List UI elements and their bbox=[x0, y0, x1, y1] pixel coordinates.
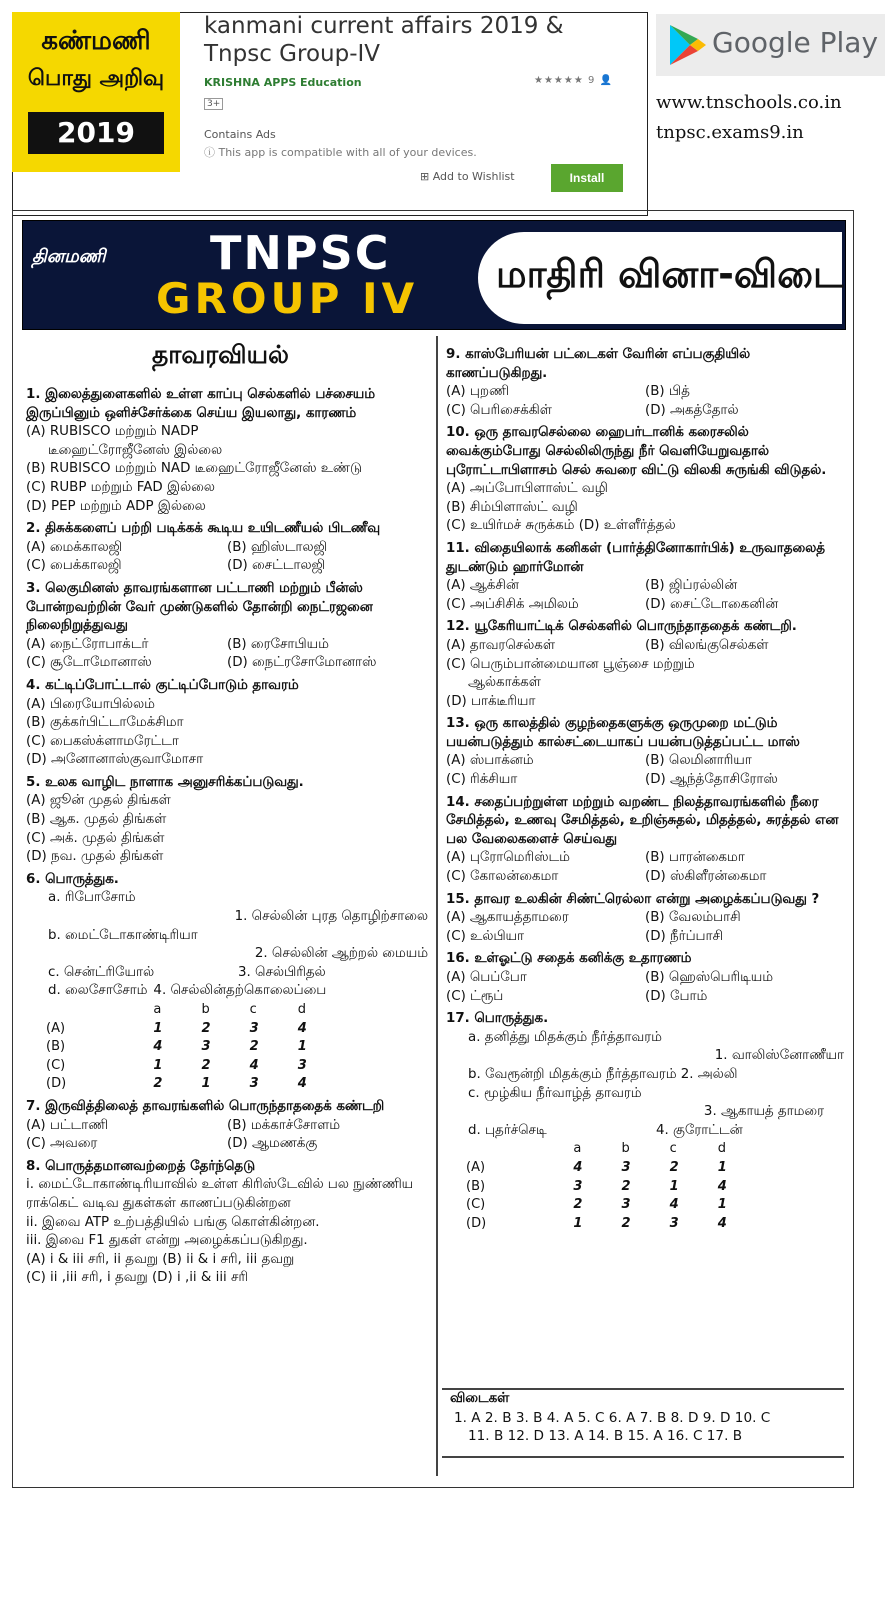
match-table bbox=[46, 1001, 346, 1094]
table-cell: 1 bbox=[669, 1178, 679, 1194]
table-cell: 4 bbox=[297, 1020, 307, 1036]
option: (D) போம் bbox=[645, 988, 708, 1004]
option: (D) ஸ்கிளீரன்கைமா bbox=[645, 869, 767, 885]
table-cell: 3 bbox=[621, 1197, 631, 1213]
question-4 bbox=[26, 677, 428, 770]
table-header-row bbox=[466, 1140, 766, 1159]
question-text: 14. சதைப்பற்றுள்ள மற்றும் வறண்ட நிலத்தாவரங்களில் நீரை சேமித்தல், உணவு சேமித்தல், உறிஞ்சுதல், மிதத்தல், சுரத்தல் என பல வேலைகளைச் செய்வது bbox=[446, 794, 839, 847]
category-link[interactable]: Education bbox=[300, 76, 362, 89]
option: (C) ii ,iii சரி, i தவறு (D) i ,ii & iii சரி bbox=[26, 1270, 249, 1286]
option: (B) ஜிப்ரல்லின் bbox=[645, 578, 738, 594]
question-5 bbox=[26, 774, 428, 867]
right-column bbox=[446, 346, 844, 1237]
option: (D) அனோனாஸ்குவாமோசா bbox=[26, 752, 204, 768]
compatibility-text: ⓘ This app is compatible with all of your devices. bbox=[204, 146, 477, 159]
developer-link[interactable]: KRISHNA APPS bbox=[204, 76, 297, 89]
rating-stars: ★★★★★ 9 👤 bbox=[534, 75, 613, 86]
table-cell: (C) bbox=[466, 1197, 486, 1213]
question-text: 17. பொருத்துக. bbox=[446, 1011, 549, 1027]
statement: i. மைட்டோகாண்டிரியாவில் உள்ள கிரிஸ்டேவில் பல நுண்ணிய ராக்கெட் வடிவ துகள்கள் காணப்படுகின்றன bbox=[26, 1177, 414, 1211]
option: (C) உயிர்மச் சுருக்கம் (D) உள்ளீர்த்தல் bbox=[446, 518, 676, 534]
table-row bbox=[46, 1057, 346, 1076]
option: (B) லெமினாரியா bbox=[645, 753, 752, 769]
question-11 bbox=[446, 540, 844, 614]
option: (A) RUBISCO மற்றும் NADP bbox=[26, 424, 199, 440]
question-15 bbox=[446, 891, 844, 947]
table-row bbox=[46, 1038, 346, 1057]
match-right: 4. செல்லின்தற்கொலைப்பை bbox=[153, 983, 327, 999]
table-row bbox=[466, 1178, 766, 1197]
table-cell: 3 bbox=[201, 1039, 211, 1055]
logo-line1: கண்மணி bbox=[41, 26, 151, 56]
question-text: 9. காஸ்பேரியன் பட்டைகள் வேரின் எப்பகுதியில் காணப்படுகிறது. bbox=[446, 347, 751, 381]
option: (D) நீர்ப்பாசி bbox=[645, 928, 724, 944]
table-cell: 2 bbox=[621, 1215, 631, 1231]
option: (B) ஹெஸ்பெரிடியம் bbox=[645, 970, 774, 985]
table-header-cell: b bbox=[201, 1002, 210, 1017]
table-cell: 4 bbox=[249, 1057, 259, 1073]
match-right: 1. செல்லின் புரத தொழிற்சாலை bbox=[234, 909, 428, 925]
table-cell: 1 bbox=[717, 1197, 727, 1213]
option: (A) ஜூன் முதல் திங்கள் bbox=[26, 793, 171, 809]
question-6 bbox=[26, 871, 428, 1094]
match-right: 3. செல்பிரிதல் bbox=[238, 964, 326, 980]
answers-block bbox=[450, 1390, 846, 1446]
option: (A) பெப்போ bbox=[446, 970, 527, 985]
option: (C) பைகஸ்க்ளாமரேட்டா bbox=[26, 733, 179, 749]
option: ஆல்காக்கள் bbox=[468, 675, 541, 691]
statement: ii. இவை ATP உற்பத்தியில் பங்கு கொள்கின்றன. bbox=[26, 1214, 320, 1230]
question-14 bbox=[446, 794, 844, 887]
option: (A) ஆக்சின் bbox=[446, 578, 519, 594]
logo-line2: பொது அறிவு bbox=[27, 66, 165, 91]
table-cell: 1 bbox=[153, 1057, 163, 1073]
age-rating-badge: 3+ bbox=[204, 98, 223, 110]
answers-heading: விடைகள் bbox=[450, 1391, 510, 1406]
table-header-cell: d bbox=[717, 1141, 727, 1157]
table-cell: 4 bbox=[573, 1159, 583, 1175]
table-header-cell: a bbox=[573, 1141, 582, 1157]
table-header-row bbox=[46, 1001, 346, 1020]
table-cell: 2 bbox=[573, 1197, 583, 1213]
option: (A) பிரையோபில்லம் bbox=[26, 696, 155, 712]
question-text: 13. ஒரு காலத்தில் குழந்தைகளுக்கு ஒருமுறை மட்டும் பயன்படுத்தும் கால்சட்டையாகப் பயன்படுத்தப்பட்ட மாஸ் bbox=[446, 716, 800, 750]
option: (D) நைட்ரசோமோனாஸ் bbox=[227, 655, 377, 671]
match-left: b. மைட்டோகாண்டிரியா bbox=[48, 927, 198, 943]
question-3 bbox=[26, 580, 428, 673]
table-cell: (A) bbox=[466, 1159, 486, 1175]
option: (C) அவரை bbox=[26, 1136, 98, 1152]
option: (A) அப்போபிளாஸ்ட் வழி bbox=[446, 481, 608, 497]
question-12 bbox=[446, 618, 844, 711]
match-right: 4. குரோட்டன் bbox=[656, 1122, 743, 1138]
option: (C) உல்பியா bbox=[446, 928, 525, 944]
table-cell: 4 bbox=[669, 1197, 679, 1213]
question-13 bbox=[446, 715, 844, 789]
table-cell: 2 bbox=[201, 1057, 211, 1073]
table-cell: (D) bbox=[466, 1215, 487, 1231]
question-text: 16. உள்ஓட்டு சதைக் கனிக்கு உதாரணம் bbox=[446, 951, 692, 967]
table-header-cell: b bbox=[621, 1141, 630, 1157]
option: (C) ட்ரூப் bbox=[446, 988, 504, 1004]
table-header-cell: d bbox=[297, 1002, 307, 1017]
statement: iii. இவை F1 துகள் என்று அழைக்கப்படுகிறது. bbox=[26, 1233, 308, 1249]
column-divider bbox=[436, 336, 438, 1476]
match-left: b. வேரூன்றி மிதக்கும் நீர்த்தாவரம் 2. அல்லி bbox=[468, 1066, 738, 1082]
option: (D) அகத்தோல் bbox=[645, 402, 739, 418]
table-cell: 2 bbox=[669, 1159, 679, 1175]
option: (A) நைட்ரோபாக்டர் bbox=[26, 636, 149, 652]
table-cell: (A) bbox=[46, 1020, 66, 1036]
table-cell: 3 bbox=[669, 1215, 679, 1231]
match-left: d. லைசோசோம் bbox=[48, 983, 148, 999]
table-row bbox=[46, 1020, 346, 1039]
question-10 bbox=[446, 424, 844, 536]
option: (A) பட்டாணி bbox=[26, 1117, 109, 1133]
match-left: a. ரிபோசோம் bbox=[48, 890, 136, 906]
website-1: www.tnschools.co.in bbox=[656, 92, 842, 113]
table-cell: 1 bbox=[297, 1039, 307, 1055]
match-right: 2. செல்லின் ஆற்றல் மையம் bbox=[254, 946, 428, 962]
option: (A) ஆகாயத்தாமரை bbox=[446, 910, 569, 926]
option: (B) RUBISCO மற்றும் NAD டீஹைட்ரோஜீனேஸ் உண்டு bbox=[26, 461, 362, 477]
option: (B) ஹிஸ்டாலஜி bbox=[227, 539, 328, 555]
answers-line-2: 11. B 12. D 13. A 14. B 15. A 16. C 17. B bbox=[468, 1428, 743, 1445]
question-text: 10. ஒரு தாவரசெல்லை ஹைபர்டானிக் கரைசலில் வைக்கும்போது செல்லிலிருந்து நீர் வெளியேறுவதால் புரோட்டாபிளாசம் செல் சுவரை விட்டு விலகி சுருங்கி விடுதல். bbox=[446, 425, 827, 478]
match-left: c. மூழ்கிய நீர்வாழ்த் தாவரம் bbox=[468, 1085, 642, 1101]
option: (B) ஆக. முதல் திங்கள் bbox=[26, 812, 167, 828]
question-text: 7. இருவித்திலைத் தாவரங்களில் பொருந்தாததைக் கண்டறி bbox=[26, 1098, 385, 1114]
table-cell: 3 bbox=[573, 1178, 583, 1194]
option: (A) ஸ்பாக்னம் bbox=[446, 753, 534, 769]
table-cell: 1 bbox=[717, 1159, 727, 1175]
option: (D) ஆந்த்தோசிரோஸ் bbox=[645, 772, 778, 788]
table-cell: 4 bbox=[717, 1215, 727, 1231]
question-text: 15. தாவர உலகின் சிண்ட்ரெல்லா என்று அழைக்கப்படுவது ? bbox=[446, 891, 820, 907]
table-header-cell: a bbox=[153, 1002, 162, 1017]
table-cell: 1 bbox=[153, 1020, 163, 1036]
app-logo bbox=[12, 12, 180, 172]
option: (C) பைக்காலஜி bbox=[26, 558, 122, 574]
question-1 bbox=[26, 386, 428, 516]
website-2: tnpsc.exams9.in bbox=[656, 122, 804, 143]
option: (A) புறணி bbox=[446, 384, 509, 400]
option: (A) தாவரசெல்கள் bbox=[446, 637, 555, 653]
option: (A) புரோமெரிஸ்டம் bbox=[446, 850, 570, 866]
option: (A) மைக்காலஜி bbox=[26, 539, 123, 555]
question-text: 5. உலக வாழிட நாளாக அனுசரிக்கப்படுவது. bbox=[26, 774, 304, 790]
table-row bbox=[46, 1075, 346, 1094]
table-row bbox=[466, 1196, 766, 1215]
match-left: c. சென்ட்ரியோல் bbox=[48, 964, 155, 980]
logo-year: 2019 bbox=[28, 112, 164, 154]
table-cell: 4 bbox=[153, 1039, 163, 1055]
table-cell: 2 bbox=[201, 1020, 211, 1036]
group-iv-title: GROUP IV bbox=[156, 274, 419, 323]
table-cell: 4 bbox=[297, 1076, 307, 1092]
question-2 bbox=[26, 520, 428, 576]
table-header-cell bbox=[46, 1001, 153, 1020]
table-row bbox=[466, 1215, 766, 1234]
option: (C) RUBP மற்றும் FAD இல்லை bbox=[26, 479, 215, 495]
table-cell: (B) bbox=[466, 1178, 486, 1194]
table-cell: (C) bbox=[46, 1057, 66, 1073]
match-left: d. புதர்ச்செடி bbox=[468, 1122, 547, 1138]
question-text: 1. இலைத்துளைகளில் உள்ள காப்பு செல்களில் பச்சையம் இருப்பினும் ஒளிச்சேர்க்கை செய்ய இயலாது, காரணம் bbox=[26, 387, 376, 421]
option: (B) மக்காச்சோளம் bbox=[227, 1117, 340, 1133]
table-cell: 2 bbox=[249, 1039, 259, 1055]
option: (C) சூடோமோனாஸ் bbox=[26, 655, 152, 671]
option: (D) PEP மற்றும் ADP இல்லை bbox=[26, 498, 206, 514]
publisher-logo: தினமணி bbox=[32, 246, 106, 267]
table-cell: (B) bbox=[46, 1039, 66, 1055]
match-right: 1. வாலிஸ்னோணீயா bbox=[714, 1048, 844, 1064]
app-title: kanmani current affairs 2019 & Tnpsc Group-IV bbox=[204, 13, 564, 67]
question-text: 8. பொருத்தமானவற்றைத் தேர்ந்தெடு bbox=[26, 1158, 256, 1174]
option: (B) வேலம்பாசி bbox=[645, 910, 741, 926]
question-text: 3. லெகுமினஸ் தாவரங்களான பட்டாணி மற்றும் பீன்ஸ் போன்றவற்றின் வேர் முண்டுகளில் தோன்றி நைட்ரஜனை நிலைநிறுத்துவது bbox=[26, 580, 373, 634]
question-text: 4. கட்டிப்போட்டால் குட்டிப்போடும் தாவரம் bbox=[26, 677, 299, 693]
section-title: தாவரவியல் bbox=[152, 340, 289, 369]
table-cell: 4 bbox=[717, 1178, 727, 1194]
add-to-wishlist-button[interactable]: ⊞ Add to Wishlist bbox=[420, 170, 515, 183]
question-9 bbox=[446, 346, 844, 420]
table-cell: 3 bbox=[621, 1159, 631, 1175]
left-column bbox=[26, 386, 428, 1292]
option: (A) i & iii சரி, ii தவறு (B) ii & i சரி, iii தவறு bbox=[26, 1251, 295, 1267]
match-table bbox=[466, 1140, 766, 1233]
option: (B) குக்கர்பிட்டாமேக்சிமா bbox=[26, 715, 184, 731]
table-cell: 2 bbox=[621, 1178, 631, 1194]
table-header-cell: c bbox=[669, 1141, 677, 1157]
install-button[interactable]: Install bbox=[551, 164, 623, 192]
answers-line-1: 1. A 2. B 3. B 4. A 5. C 6. A 7. B 8. D 9. D 10. C bbox=[454, 1409, 771, 1426]
option: (D) ஆமணக்கு bbox=[227, 1136, 318, 1152]
table-cell: 3 bbox=[249, 1076, 259, 1092]
option: (B) பாரன்கைமா bbox=[645, 850, 745, 866]
table-header-cell bbox=[466, 1140, 573, 1159]
table-cell: 1 bbox=[201, 1076, 211, 1092]
question-text: 11. விதையிலாக் கனிகள் (பார்த்தினோகார்பிக்) உருவாதலைத் துடண்டும் ஹார்மோன் bbox=[446, 540, 825, 575]
table-cell: 3 bbox=[297, 1057, 307, 1073]
table-cell: 3 bbox=[249, 1020, 259, 1036]
option: டீஹைட்ரோஜீனேஸ் இல்லை bbox=[48, 442, 223, 458]
option: (B) பித் bbox=[645, 384, 690, 400]
option: (D) சைட்டோகைனின் bbox=[645, 596, 779, 612]
model-qa-title: மாதிரி வினா-விடை bbox=[496, 252, 844, 296]
match-right: 3. ஆகாயத் தாமரை bbox=[703, 1104, 824, 1120]
table-row bbox=[466, 1159, 766, 1178]
table-cell: 2 bbox=[153, 1076, 163, 1092]
question-7 bbox=[26, 1098, 428, 1154]
question-17 bbox=[446, 1010, 844, 1233]
answers-bottom-rule bbox=[442, 1456, 844, 1458]
option: (B) சிம்பிளாஸ்ட் வழி bbox=[446, 499, 578, 515]
contains-ads-label: Contains Ads bbox=[204, 128, 276, 141]
option: (C) ரிக்சியா bbox=[446, 772, 518, 788]
table-header-cell: c bbox=[249, 1002, 257, 1017]
option: (D) பாக்டீரியா bbox=[446, 693, 536, 709]
option: (C) அக். முதல் திங்கள் bbox=[26, 830, 165, 846]
question-16 bbox=[446, 950, 844, 1006]
table-cell: 1 bbox=[573, 1215, 583, 1231]
question-text: 2. திசுக்களைப் பற்றி படிக்கக் கூடிய உயிடணீயல் பிடணீவு bbox=[26, 521, 381, 537]
option: (C) பெரும்பான்மையான பூஞ்சை மற்றும் bbox=[446, 656, 695, 672]
option: (D) சைட்டாலஜி bbox=[227, 558, 326, 574]
option: (C) கோலன்கைமா bbox=[446, 869, 559, 885]
table-cell: (D) bbox=[46, 1076, 67, 1092]
option: (B) விலங்குசெல்கள் bbox=[645, 637, 769, 653]
question-text: 12. யூகேரியாட்டிக் செல்களில் பொருந்தாததைக் கண்டறி. bbox=[446, 619, 797, 635]
option: (D) நவ. முதல் திங்கள் bbox=[26, 849, 164, 865]
tnpsc-title: TNPSC bbox=[210, 226, 391, 280]
google-play-text: Google Play bbox=[712, 26, 879, 59]
option: (C) பெரிசைக்கிள் bbox=[446, 402, 552, 418]
question-8 bbox=[26, 1158, 428, 1288]
option: (B) ரைசோபியம் bbox=[227, 636, 329, 652]
match-left: a. தனித்து மிதக்கும் நீர்த்தாவரம் bbox=[468, 1029, 662, 1045]
option: (C) அப்சிசிக் அமிலம் bbox=[446, 596, 579, 612]
play-triangle-icon bbox=[668, 23, 708, 67]
question-text: 6. பொருத்துக. bbox=[26, 871, 119, 887]
